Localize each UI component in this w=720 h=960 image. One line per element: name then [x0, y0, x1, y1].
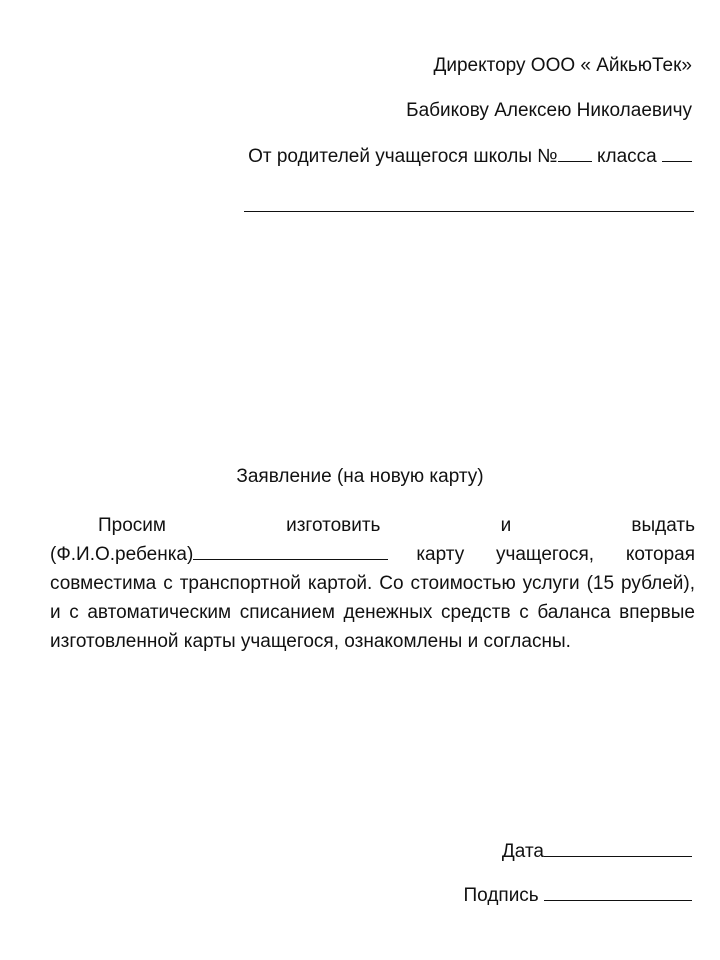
- body-line-2-word: карту: [416, 544, 465, 565]
- class-label: класса: [596, 146, 657, 167]
- body-line-3-text: совместима с транспортной картой. Со стоимостью услуги (15 рублей),: [50, 573, 695, 594]
- document-title: [0, 466, 720, 488]
- body-line-3: [50, 569, 695, 598]
- parent-name-blank[interactable]: [244, 211, 694, 212]
- body-line-1: [50, 511, 695, 540]
- addressee-name: [406, 100, 692, 122]
- child-name-blank[interactable]: [193, 559, 388, 560]
- application-body: [50, 511, 695, 656]
- date-label: Дата: [501, 841, 544, 862]
- addressee-director: [433, 55, 692, 77]
- body-line-2: [50, 540, 695, 569]
- addressee-director-text: Директору ООО « АйкьюТек»: [433, 55, 692, 76]
- word-ask: Просим: [98, 515, 166, 536]
- date-line: [502, 841, 692, 863]
- date-blank[interactable]: [544, 856, 692, 857]
- child-name-label: (Ф.И.О.ребенка): [50, 544, 194, 565]
- word-and: и: [500, 515, 512, 536]
- word-issue: выдать: [631, 515, 695, 536]
- addressee-name-text: Бабикову Алексею Николаевичу: [406, 100, 692, 121]
- body-line-4: [50, 598, 695, 627]
- school-number-blank[interactable]: [558, 161, 592, 162]
- signature-line: [464, 885, 692, 907]
- body-line-2-word: учащегося,: [495, 544, 595, 565]
- body-line-4-text: и с автоматическим списанием денежных средств с баланса впервые: [50, 602, 695, 623]
- body-line-2-rest: [388, 540, 695, 569]
- signature-blank[interactable]: [544, 900, 692, 901]
- from-parents-line: [248, 146, 692, 168]
- body-line-5: [50, 627, 695, 656]
- document-title-text: Заявление (на новую карту): [236, 466, 484, 487]
- body-line-2-word: которая: [625, 544, 695, 565]
- signature-label: Подпись: [463, 885, 539, 906]
- word-make: изготовить: [286, 515, 381, 536]
- body-line-5-text: изготовленной карты учащегося, ознакомлены и согласны.: [50, 631, 571, 652]
- class-blank[interactable]: [662, 161, 692, 162]
- from-parents-text: От родителей учащегося школы №: [248, 146, 558, 167]
